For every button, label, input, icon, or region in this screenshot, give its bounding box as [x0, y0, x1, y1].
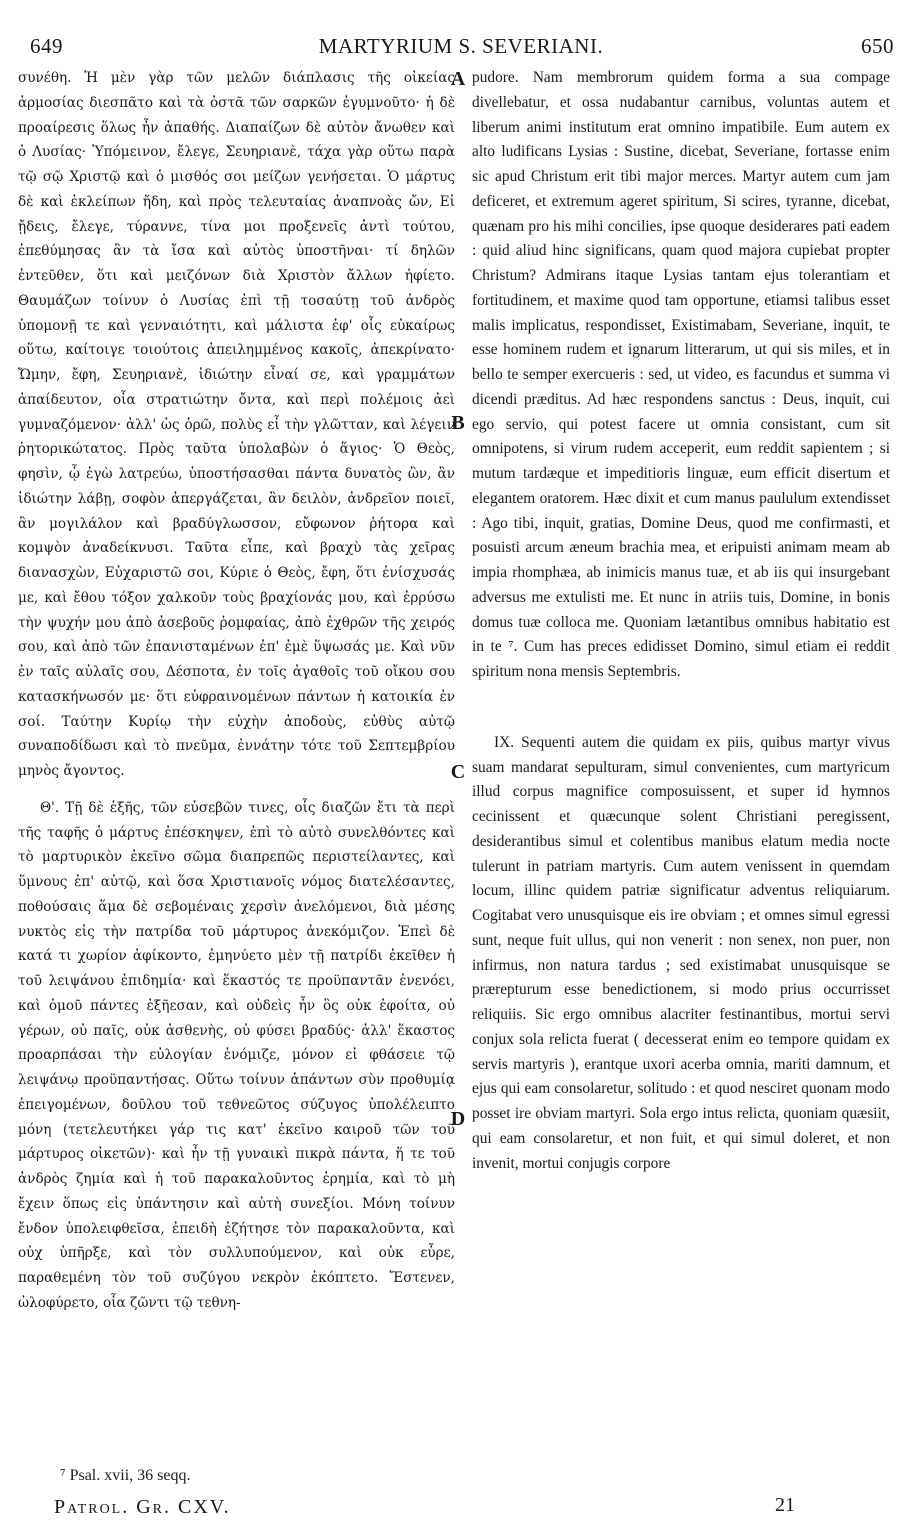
page-header	[22, 34, 900, 66]
greek-section-9: Θ'. Τῇ δὲ ἑξῆς, τῶν εὐσεβῶν τινες, οἷς διαζῶν ἔτι τὰ περὶ τῆς ταφῆς ὁ μάρτυς ἐπέσκηψεν, ἐπὶ τὸ αὐτὸ συνελθόντες καὶ τὸ μαρτυρικὸν ἐκεῖνο σῶμα διαπρεπῶς περιστείλαντες, καὶ ὕμνους ἐπ' αὐτῷ, καὶ ὅσα Χριστιανοῖς νόμος διατελέσαντες, ποθούσαις ἅμα δὲ σεβομέναις χερσὶν ἀνελόμενοι, διὰ μέσης νυκτὸς εἰς τὴν πατρίδα τοῦ μάρτυρος ἀνεκόμιζον. Ἐπεὶ δὲ κατά τι χωρίον ἀφίκοντο, ἐμηνύετο μὲν τῇ πατρίδι ἐκεῖθεν ἡ τοῦ λειψάνου ἐπιδημία· καὶ ἕκαστός τε προϋπαντᾶν ἐνενόει, καὶ ὁμοῦ πάντες ἐξῆεσαν, καὶ οὐδεὶς ἦν ὃς οὐκ ἐφοίτα, οὐ γέρων, οὐ παῖς, οὐκ ἀσθενὴς, οὐ φύσει βραδύς· ἀλλ' ἕκαστος προαρπάσαι τὴν εὐλογίαν ἐνόμιζε, μόνον εἰ φθάσειε τῷ λειψάνῳ προϋπαντήσας. Οὕτω τοίνυν ἁπάντων σὺν προθυμίᾳ ἐπειγομένων, δοῦλου τοῦ τεθνεῶτος σύζυγος ὑπολέλειπτο μόνη (τετελευτήκει γάρ τις κατ' ἐκεῖνο καιροῦ τῶν τοῦ μάρτυρος οἰκετῶν)· καὶ ἦν τῇ γυναικὶ πικρὰ πάντα, ἥ τε τοῦ ἀνδρὸς ζημία καὶ ἡ τοῦ παρακαλοῦντος ἐρημία, καὶ τὸ μὴ ἔχειν ὅπως εἰς ὑπάντησιν καὶ αὐτὴ συνεξίοι. Μόνη τοίνυν ἔνδον ὑπολειφθεῖσα, ἐπειδὴ ἐζήτησε τὸν παρακαλοῦντα, καὶ οὐχ ὑπῆρξε, καὶ τὸν συλλυπούμενον, καὶ οὐκ εὗρε, παραθεμένη τὸν τοῦ συζύγου νεκρὸν ἐκόπτετο. Ἔστενεν, ὠλοφύρετο, οἷα ζῶντι τῷ τεθνη-	[18, 799, 455, 1311]
margin-marker-d: D	[450, 1108, 466, 1130]
greek-section-8: συνέθη. Ἡ μὲν γὰρ τῶν μελῶν διάπλασις τῆς οἰκείας ἁρμοσίας διεσπᾶτο καὶ τὰ ὀστᾶ τῶν σαρκῶν ἐγυμνοῦτο· ἡ δὲ προαίρεσις ὅλως ἦν ἀπαθής. Διαπαίζων δὲ αὐτὸν ἄνωθεν καὶ ὁ Λυσίας· Ὑπόμεινον, ἔλεγε, Σευηριανὲ, τάχα γὰρ οὕτω παρὰ τῷ σῷ Χριστῷ καὶ ὁ μισθός σοι μείζων γενήσεται. Ὁ μάρτυς δὲ καὶ ἐκλείπων ἤδη, καὶ πρὸς τελευταίας ἀναπνοὰς ὤν, Εἰ ᾔδεις, ἔλεγε, τύραννε, τίνα μοι προξενεῖς ἀντὶ τούτου, ἐπεθύμησας ἂν τὰ ἴσα καὶ αὐτὸς ὑποστῆναι· τί δηλῶν ἐντεῦθεν, ὅτι καὶ μειζόνων διὰ Χριστὸν ἄλλων ἠφίετο. Θαυμάζων τοίνυν ὁ Λυσίας ἐπὶ τῇ τοσαύτῃ τοῦ ἀνδρὸς ὑπομονῇ τε καὶ γενναιότητι, καὶ μάλιστα ἐφ' οἷς εὐκαίρως οὕτω, καίτοιγε τοιούτοις ἀπειλημμένος κακοῖς, ἀπεκρίνατο· Ὤμην, ἔφη, Σευηριανὲ, ἰδιώτην εἶναί σε, καὶ γραμμάτων ἀπαίδευτον, οἷα στρατιώτην ὄντα, καὶ περὶ πολέμοις ἀεὶ γυμναζόμενον· ἀλλ' ὡς ὁρῶ, πολὺς εἶ τὴν γλῶτταν, καὶ λέγειν ῥητορικώτατος. Πρὸς ταῦτα ὑπολαβὼν ὁ ἅγιος· Ὁ Θεὸς, φησὶν, ᾧ ἐγὼ λατρεύω, ὑποστήσασθαι πάντα δυνατὸς ὢν, ἂν ἰδιώτην λάβῃ, σοφὸν ἀπεργάζεται, ἂν δειλὸν, ἀνδρεῖον ποιεῖ, ἂν μογιλάλον καὶ βραδύγλωσσον, εὔφωνον ῥήτορα καὶ κομψὸν ἀναδείκνυσι. Ταῦτα εἶπε, καὶ βραχὺ τὰς χεῖρας διανασχὼν, Εὐχαριστῶ σοι, Κύριε ὁ Θεὸς, ἔφη, ὅτι ἐνίσχυσάς με, καὶ ἔθου τόξον χαλκοῦν τοὺς βραχίονάς μου, καὶ ἐρρύσω τὴν ψυχήν μου ἀπὸ ἀσεβοῦς ῥομφαίας, ἀπὸ ἐχθρῶν τῆς χειρός σου, καὶ ἀπὸ τῶν ἐπανισταμένων ἐπ' ἐμὲ ὕψωσάς με. Καὶ νῦν ἐν ταῖς αὐλαῖς σου, Δέσποτα, ἐν τοῖς ἀγαθοῖς τοῦ οἴκου σου κατασκήνωσόν με· ὅτι εὐφραινομένων πάντων ἡ κατοικία ἐν σοί. Ταύτην Κυρίῳ τὴν εὐχὴν ἀποδοὺς, εὐθὺς αὐτῷ συναποδίδωσι καὶ τὸ πνεῦμα, ἐννάτην τότε τοῦ Σεπτεμβρίου μηνὸς ἄγοντος.	[18, 70, 455, 779]
footer-signature: 21	[775, 1494, 795, 1516]
margin-marker-b: B	[451, 412, 465, 434]
latin-column	[472, 66, 890, 1176]
greek-column	[18, 66, 455, 1316]
margin-marker-a: A	[450, 68, 466, 90]
footnote: ⁷ Psal. xvii, 36 seqq.	[60, 1467, 191, 1484]
footer-collection: Patrol. Gr. CXV.	[54, 1496, 231, 1518]
page-number-left: 649	[30, 34, 63, 58]
margin-marker-c: C	[450, 761, 466, 783]
page-number-right: 650	[861, 34, 894, 58]
latin-section-9: IX. Sequenti autem die quidam ex piis, quibus martyr vivus suam mandarat sepulturam, simul convenientes, cum martyricum illud corpus magnifice composuissent, et super id hymnos cecinissent et quæcunque solent Christiani peregissent, desiderantibus simul et colentibus manibus elatum media nocte tulerunt in patriam martyris. Cum autem venissent in quemdam locum, illinc quidem patriæ significatur adventus reliquiarum. Cogitabat vero unusquisque eis ire obviam ; et omnes simul egressi sunt, neque fuit ullus, qui non venerit : non senex, non puer, non infirmus, non natura tardus ; sed existimabat unusquisque se prærepturum esse benedictionem, si modo prius occurrisset reliquiis. Sic ergo omnibus alacriter festinantibus, mortui servi conjux sola relicta fuerat ( decesserat enim eo tempore quidam ex servis martyris ), erantque uxori acerba omnia, mariti damnum, et ejus qui eam consolaretur, solitudo : et quod nesciret quonam modo posset ire obviam martyri. Sola ergo intus relicta, quoniam quæsiit, qui eam consolaretur, et non fuit, et qui simul doleret, et non invenit, mortui conjugis corpore	[472, 733, 890, 1172]
running-title: MARTYRIUM S. SEVERIANI.	[318, 34, 604, 58]
latin-section-8: pudore. Nam membrorum quidem forma a sua compage divellebatur, et ossa nudabantur carnibus, voluntas autem et liberum animi institutum erat omnino impatibile. Eum autem ex alto ludificans Lysias : Sustine, dicebat, Severiane, fortasse enim sic apud Christum erit tibi major merces. Martyr autem cum jam deficeret, et extremum ageret spiritum, Si scires, tyranne, dicebat, quænam pro his mihi concilies, ipse quoque desiderares pati eadem : quid aliud hinc significans, quam quod majora cupiebat propter Christum? Admirans itaque Lysias tantam ejus tolerantiam et fortitudinem, et maxime quod tam opportune, etiamsi talibus esset malis implicatus, respondisset, Existimabam, Severiane, inquit, te esse hominem rudem et ignarum litterarum, ut qui sis miles, et in bello te semper exercueris : sed, ut video, es facundus et summa vi dicendi præditus. Ad hæc respondens sanctus : Deus, inquit, cui ego servio, qui potest facere ut omnia consistant, cum sit omnipotens, si virum rudem acceperit, eum reddit sapientem ; si mutum tardæque et impeditioris linguæ, eum efficit disertum et elegantem oratorem. Hæc dixit et cum manus paululum extendisset : Ago tibi, inquit, gratias, Domine Deus, quod me confirmasti, et posuisti arcum æneum brachia mea, et eripuisti animam meam ab impia rhomphæa, ab inimicis manus tuæ, et ab iis qui insurgebant adversus me extulisti me. Et nunc in atriis tuis, Domine, in bonis domus tuæ colloca me. Quoniam lætantibus omnibus habitatio est in te ⁷. Cum has preces edidisset Domino, simul etiam ei reddit spiritum nona mensis Septembris.	[472, 69, 890, 680]
